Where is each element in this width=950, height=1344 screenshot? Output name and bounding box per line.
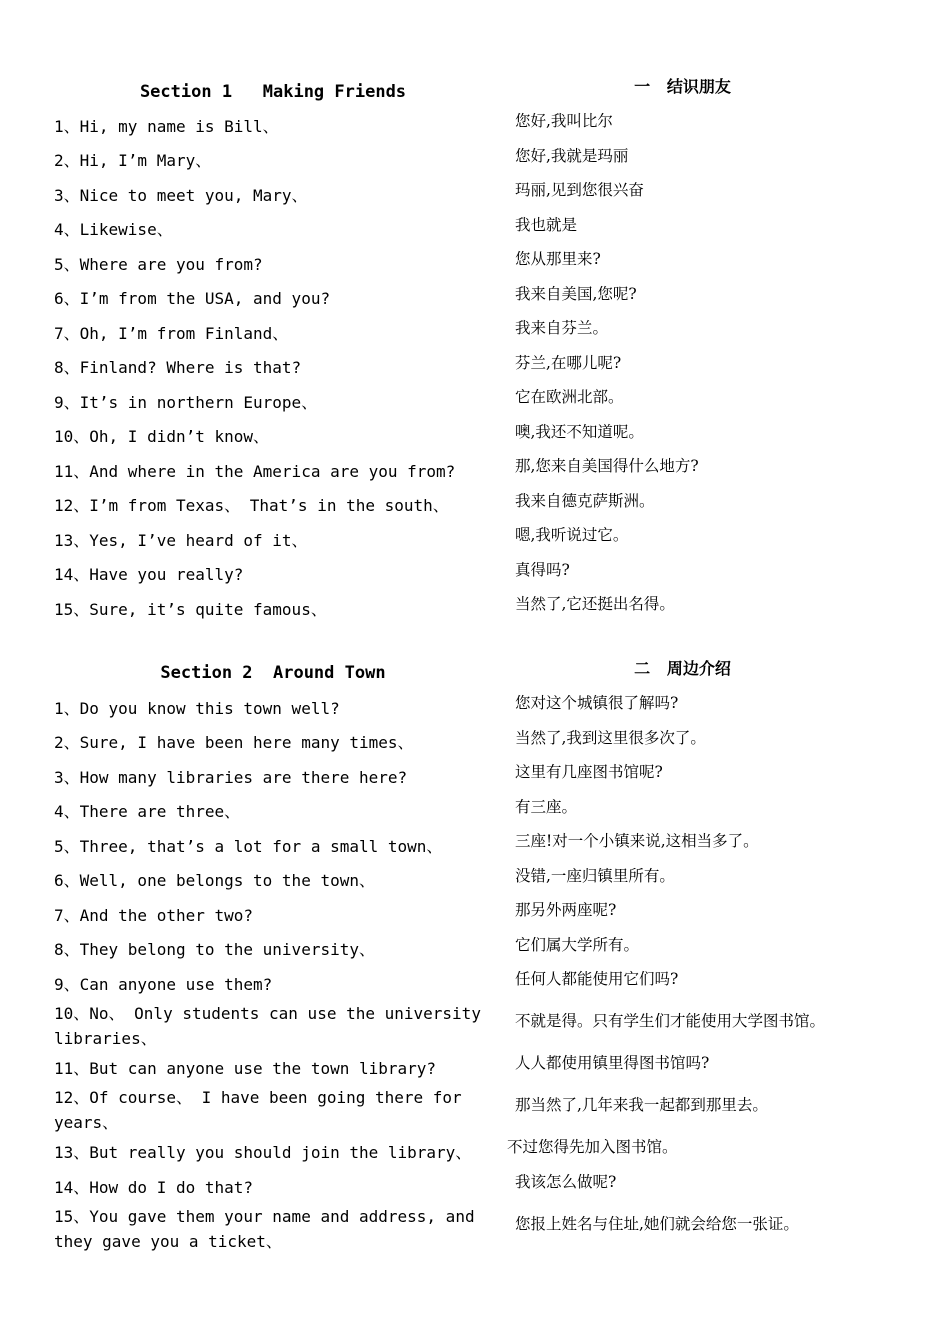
section2-zh-line-15: 您报上姓名与住址,她们就会给您一张证。 (515, 1215, 799, 1233)
section1-en-line-10: 10、Oh, I didn’t know、 (54, 427, 270, 446)
section2-en-line-2: 2、Sure, I have been here many times、 (54, 733, 414, 752)
section1-zh-line-6: 我来自美国,您呢? (515, 285, 637, 303)
section1-zh-line-10: 噢,我还不知道呢。 (515, 423, 644, 441)
section2-en-line-11: 11、But can anyone use the town library? (54, 1059, 437, 1078)
section1-en-line-8: 8、Finland? Where is that? (54, 358, 302, 377)
section2-zh-line-2: 当然了,我到这里很多次了。 (515, 729, 706, 747)
section2-zh-line-11: 人人都使用镇里得图书馆吗? (515, 1054, 710, 1072)
section2-en-line-5: 5、Three, that’s a lot for a small town、 (54, 837, 443, 856)
section1-zh-line-13: 嗯,我听说过它。 (515, 526, 629, 544)
section1-zh-line-7: 我来自芬兰。 (515, 319, 609, 337)
section1-zh-line-2: 您好,我就是玛丽 (515, 147, 629, 165)
section2-en-line-12: 12、Of course、 I have been going there for years、 (54, 1088, 462, 1132)
section2-zh-line-4: 有三座。 (515, 798, 578, 816)
section2-zh-line-3: 这里有几座图书馆呢? (515, 763, 663, 781)
section1-en-line-11: 11、And where in the America are you from? (54, 462, 456, 481)
section2-en-line-13: 13、But really you should join the library、 (54, 1143, 472, 1162)
section2-zh-line-9: 任何人都能使用它们吗? (515, 970, 679, 988)
section2-zh-line-5: 三座!对一个小镇来说,这相当多了。 (515, 832, 759, 850)
section2-zh-line-10: 不就是得。只有学生们才能使用大学图书馆。 (515, 1012, 826, 1030)
section2-title-zh: 二 周边介绍 (634, 659, 731, 678)
section2-en-line-1: 1、Do you know this town well? (54, 699, 340, 718)
section1-en-line-14: 14、Have you really? (54, 565, 244, 584)
section2-title-en: Section 2 Around Town (160, 663, 386, 683)
section1-zh-line-1: 您好,我叫比尔 (515, 112, 613, 130)
section1-en-line-13: 13、Yes, I’ve heard of it、 (54, 531, 308, 550)
section1-en-line-6: 6、I’m from the USA, and you? (54, 289, 331, 308)
section1-en-line-5: 5、Where are you from? (54, 255, 263, 274)
section2-zh-line-13: 不过您得先加入图书馆。 (507, 1138, 678, 1156)
section1-zh-line-15: 当然了,它还挺出名得。 (515, 595, 675, 613)
section1-en-line-9: 9、It’s in northern Europe、 (54, 393, 318, 412)
section2-en-line-9: 9、Can anyone use them? (54, 975, 273, 994)
section2-zh-line-7: 那另外两座呢? (515, 901, 617, 919)
section1-en-line-2: 2、Hi, I’m Mary、 (54, 151, 212, 170)
section2-en-line-4: 4、There are three、 (54, 802, 241, 821)
section1-en-line-12: 12、I’m from Texas、 That’s in the south、 (54, 496, 449, 515)
section1-zh-line-8: 芬兰,在哪儿呢? (515, 354, 622, 372)
section1-en-line-7: 7、Oh, I’m from Finland、 (54, 324, 289, 343)
section1-zh-line-11: 那,您来自美国得什么地方? (515, 457, 699, 475)
section1-zh-line-14: 真得吗? (515, 561, 570, 579)
section2-zh-line-1: 您对这个城镇很了解吗? (515, 694, 679, 712)
section2-en-line-15: 15、You gave them your name and address, and they gave you a ticket、 (54, 1207, 475, 1251)
section1-zh-line-9: 它在欧洲北部。 (515, 388, 624, 406)
section2-en-line-7: 7、And the other two? (54, 906, 254, 925)
section1-en-line-1: 1、Hi, my name is Bill、 (54, 117, 279, 136)
section2-en-line-14: 14、How do I do that? (54, 1178, 254, 1197)
section1-en-line-3: 3、Nice to meet you, Mary、 (54, 186, 308, 205)
section1-zh-line-4: 我也就是 (515, 216, 578, 234)
section2-zh-line-12: 那当然了,几年来我一起都到那里去。 (515, 1096, 768, 1114)
section2-zh-line-6: 没错,一座归镇里所有。 (515, 867, 675, 885)
section1-zh-line-3: 玛丽,见到您很兴奋 (515, 181, 644, 199)
section2-en-line-8: 8、They belong to the university、 (54, 940, 375, 959)
section1-title-zh: 一 结识朋友 (634, 77, 731, 96)
section2-en-line-10: 10、No、 Only students can use the university libraries、 (54, 1004, 481, 1048)
section1-en-line-15: 15、Sure, it’s quite famous、 (54, 600, 327, 619)
section1-en-line-4: 4、Likewise、 (54, 220, 173, 239)
section1-title-en: Section 1 Making Friends (139, 82, 407, 102)
section2-zh-line-14: 我该怎么做呢? (515, 1173, 617, 1191)
section2-en-line-6: 6、Well, one belongs to the town、 (54, 871, 375, 890)
section2-zh-line-8: 它们属大学所有。 (515, 936, 640, 954)
section2-en-line-3: 3、How many libraries are there here? (54, 768, 408, 787)
section1-zh-line-5: 您从那里来? (515, 250, 601, 268)
section1-zh-line-12: 我来自德克萨斯洲。 (515, 492, 655, 510)
